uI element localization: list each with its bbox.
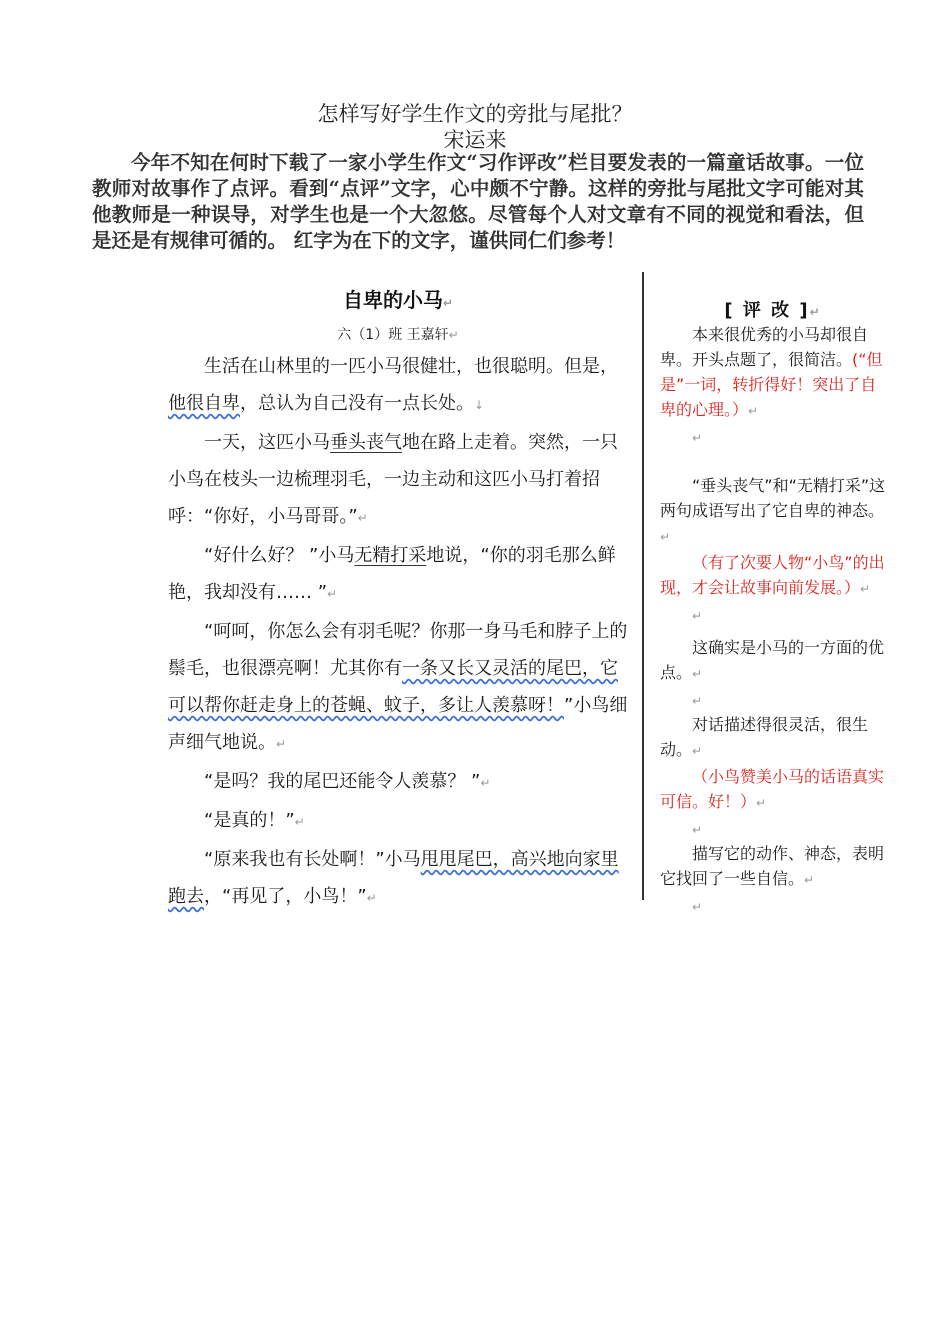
comment-blank-line: ↵ (692, 694, 703, 708)
comment-blank-line: ↵ (692, 431, 703, 445)
comment-5: 描写它的动作、神态，表明它找回了一些自信。↵ (660, 844, 885, 888)
column-divider (642, 272, 644, 900)
essay-byline: 六（1）班 王嘉轩↵ (337, 327, 459, 343)
essay-body (168, 348, 630, 917)
comments-column (660, 322, 888, 914)
essay-paragraph: “是吗？我的尾巴还能令人羡慕？ ”↵ (204, 771, 491, 792)
comment-blank-line: ↵ (692, 900, 703, 914)
comment-blank-line: ↵ (692, 823, 703, 837)
author-name: 宋运来 (443, 128, 507, 152)
essay-paragraph: “呵呵，你怎么会有羽毛呢？你那一身马毛和脖子上的鬃毛，也很漂亮啊！尤其你有一条又长又灵活的尾巴，它可以帮你赶走身上的苍蝇、蚊子，多让人羡慕呀！”小鸟细声细气地说。↵ (168, 621, 628, 753)
comment-2-red: （有了次要人物“小鸟”的出现，才会让故事向前发展。）↵ (660, 553, 885, 597)
comment-4-red: （小鸟赞美小马的话语真实可信。好！）↵ (660, 767, 885, 811)
comment-3: 这确实是小马的一方面的优点。↵ (660, 638, 885, 682)
comment-4: 对话描述得很灵活，很生动。↵ (660, 715, 869, 759)
comment-blank-line: ↵ (692, 609, 703, 623)
essay-paragraph: 一天，这匹小马垂头丧气地在路上走着。突然，一只小鸟在枝头一边梳理羽毛，一边主动和这匹小马打着招呼：“你好，小马哥哥。”↵ (168, 432, 618, 527)
document-title: 怎样写好学生作文的旁批与尾批？ (317, 102, 633, 126)
comment-2: “垂头丧气”和“无精打采”这两句成语写出了它自卑的神态。↵ (660, 476, 886, 544)
essay-title: 自卑的小马↵ (342, 288, 454, 312)
essay-paragraph: “是真的！”↵ (204, 810, 305, 831)
comment-1: 本来很优秀的小马却很自卑。开头点题了，很简洁。(“但是”一词，转折得好！突出了自卑的心理。）↵ (660, 325, 883, 419)
essay-paragraph: “原来我也有长处啊！”小马甩甩尾巴，高兴地向家里跑去，“再见了，小鸟！”↵ (168, 849, 619, 907)
essay-paragraph: “好什么好？ ”小马无精打采地说，“你的羽毛那么鲜艳，我却没有…… ”↵ (168, 545, 616, 603)
intro-paragraph: 今年不知在何时下载了一家小学生作文“习作评改”栏目要发表的一篇童话故事。一位教师对故事作了点评。看到“点评”文字，心中颇不宁静。这样的旁批与尾批文字可能对其他教师是一种误导，对学生也是一个大忽悠。尽管每个人对文章有不同的视觉和看法，但是还是有规律可循的。 红字为在下的文字，谨供同仁们参考！ (92, 151, 864, 252)
essay-paragraph: 生活在山林里的一匹小马很健壮，也很聪明。但是，他很自卑，总认为自己没有一点长处。↓ (168, 356, 618, 414)
comments-heading: [ 评 改 ]↵ (724, 300, 822, 321)
